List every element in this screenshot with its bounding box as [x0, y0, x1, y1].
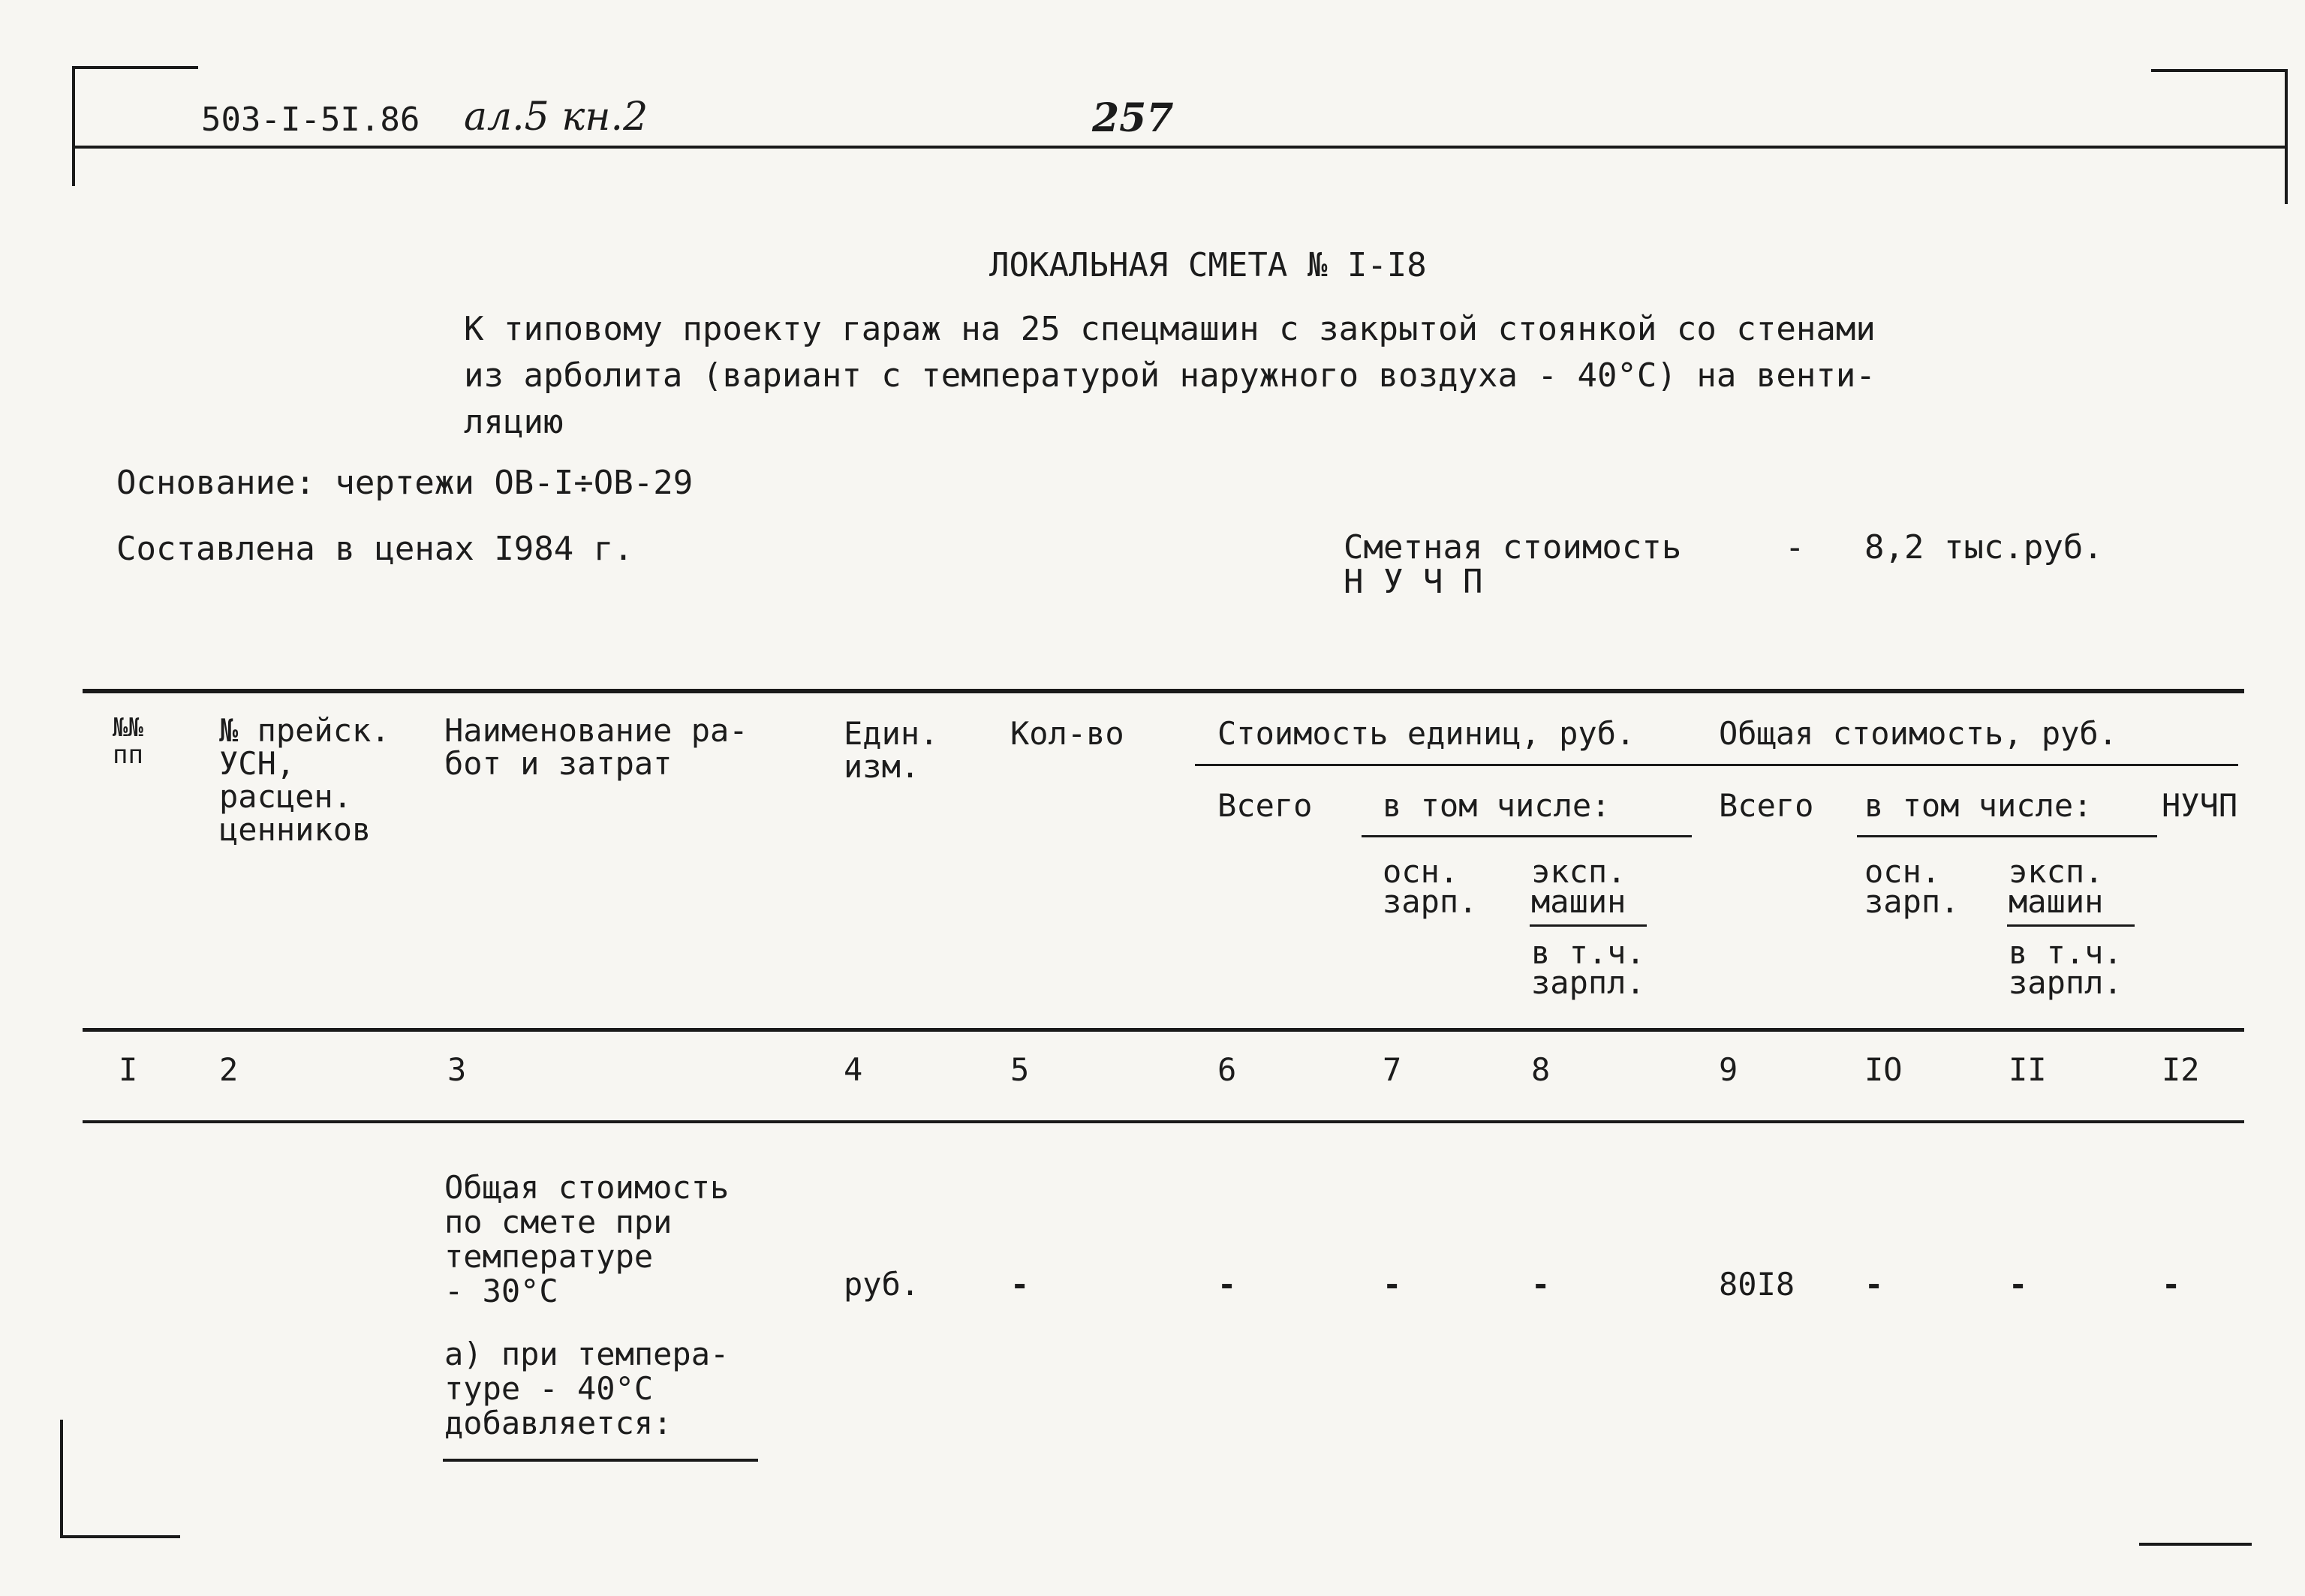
frame-left-top — [72, 66, 75, 186]
col-number-3: 3 — [447, 1051, 467, 1088]
header-unit-base-wage: осн. зарп. — [1383, 853, 1478, 920]
estimate-dash: - — [1785, 528, 1805, 567]
page-number: 257 — [1092, 95, 1174, 141]
album-note: ал.5 кн.2 — [464, 95, 648, 140]
prices-text: Составлена в ценах I984 г. — [116, 530, 633, 568]
row-note: а) при темпера- туре - 40°С добавляется: — [444, 1336, 730, 1441]
col-number-5: 5 — [1010, 1051, 1030, 1088]
header-total-machines: эксп. машин — [2009, 853, 2104, 920]
header-unit-incl-wage: в т.ч. зарпл. — [1531, 934, 1645, 1001]
numbers-bottom-rule — [83, 1120, 2244, 1123]
header-col-1: №№ пп — [113, 713, 143, 770]
col-number-1: I — [119, 1051, 138, 1088]
row-c9: 80I8 — [1719, 1266, 1795, 1303]
document-title: ЛОКАЛЬНАЯ СМЕТА № I-I8 — [989, 246, 1427, 284]
row-c6: - — [1217, 1266, 1237, 1303]
row-c11: - — [2009, 1266, 2028, 1303]
col-number-4: 4 — [844, 1051, 863, 1088]
frame-left-bottom — [60, 1420, 63, 1538]
estimate-label: Сметная стоимость — [1344, 528, 1682, 567]
row-c12: - — [2162, 1266, 2181, 1303]
frame-top-left — [72, 66, 198, 69]
header-unit-all: Всего — [1217, 787, 1313, 824]
col-number-12: I2 — [2162, 1051, 2200, 1088]
header-unit-incl: в том числе: — [1383, 787, 1611, 824]
doc-code: 503-I-5I.86 — [201, 101, 420, 139]
header-bottom-rule — [83, 1028, 2244, 1032]
frame-right-top — [2285, 69, 2288, 204]
header-col-5: Кол-во — [1010, 715, 1124, 752]
header-total-incl: в том числе: — [1864, 787, 2093, 824]
row-c8: - — [1531, 1266, 1551, 1303]
table-top-rule — [83, 689, 2244, 693]
estimate-label-2: Н У Ч П — [1344, 563, 1483, 601]
col-number-2: 2 — [219, 1051, 239, 1088]
col-number-7: 7 — [1383, 1051, 1402, 1088]
note-underline — [443, 1459, 758, 1462]
col-number-10: IO — [1864, 1051, 1903, 1088]
header-total-all: Всего — [1719, 787, 1814, 824]
machines-rule-left — [1530, 924, 1647, 927]
machines-rule-right — [2007, 924, 2135, 927]
frame-bottom-left — [60, 1535, 180, 1538]
frame-bottom-right — [2139, 1543, 2252, 1546]
header-total-cost: Общая стоимость, руб. — [1719, 715, 2118, 752]
row-unit: руб. — [844, 1266, 920, 1303]
subtitle-line-1: К типовому проекту гараж на 25 спецмашин с закрытой стоянкой со стенами — [464, 310, 1876, 348]
header-total-base-wage: осн. зарп. — [1864, 853, 1960, 920]
col-number-11: II — [2009, 1051, 2047, 1088]
frame-top-right — [2151, 69, 2288, 72]
basis-text: Основание: чертежи ОВ-I÷ОВ-29 — [116, 464, 694, 502]
header-nuchp: НУЧП — [2162, 787, 2238, 824]
header-col-3: Наименование ра- бот и затрат — [444, 712, 748, 782]
header-col-4: Един. изм. — [844, 715, 939, 785]
unit-cost-rule — [1195, 764, 2238, 766]
col-number-6: 6 — [1217, 1051, 1237, 1088]
header-rule — [72, 146, 2286, 149]
row-c7: - — [1383, 1266, 1402, 1303]
subtitle-line-3: ляцию — [464, 403, 564, 441]
header-total-incl-wage: в т.ч. зарпл. — [2009, 934, 2123, 1001]
row-c10: - — [1864, 1266, 1884, 1303]
header-unit-cost: Стоимость единиц, руб. — [1217, 715, 1635, 752]
col-number-9: 9 — [1719, 1051, 1738, 1088]
row-c5: - — [1010, 1266, 1030, 1303]
subtitle-line-2: из арболита (вариант с температурой наружного воздуха - 40°С) на венти- — [464, 356, 1876, 395]
header-unit-machines: эксп. машин — [1531, 853, 1626, 920]
col-number-8: 8 — [1531, 1051, 1551, 1088]
incl-rule-right — [1857, 835, 2157, 837]
estimate-value: 8,2 тыс.руб. — [1864, 528, 2103, 567]
incl-rule-left — [1362, 835, 1692, 837]
row-name: Общая стоимость по смете при температуре - 30°С — [444, 1169, 730, 1309]
header-col-2: № прейск. УСН, расцен. ценников — [219, 712, 390, 848]
